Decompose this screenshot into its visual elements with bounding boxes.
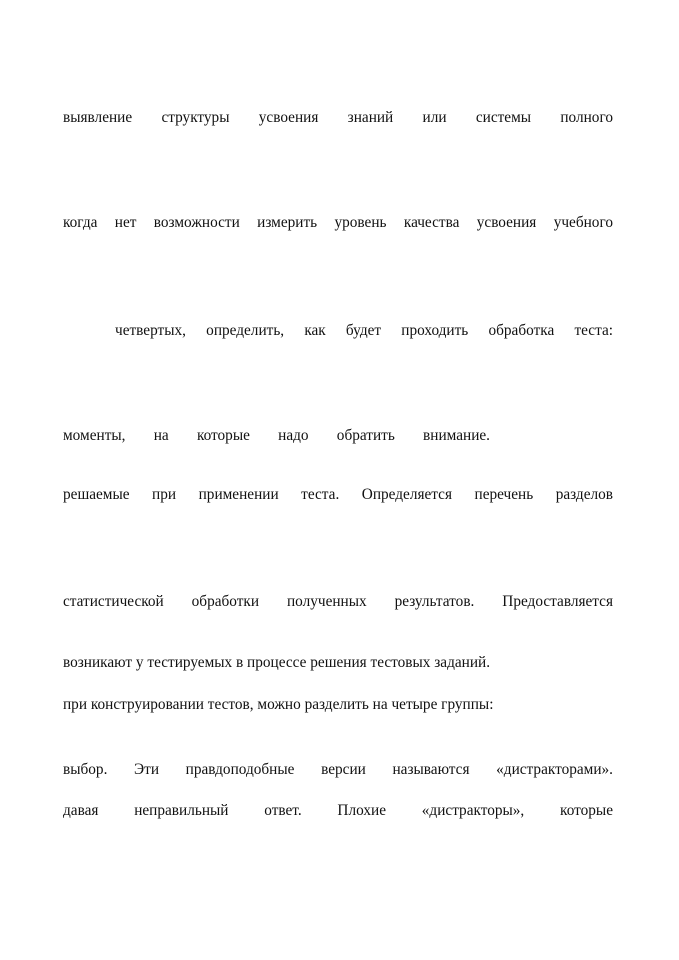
text-line: возникают у тестируемых в процессе решения тестовых заданий. bbox=[63, 654, 491, 671]
text-line: статистической обработки полученных результатов. Предоставляется bbox=[63, 593, 613, 610]
text-line: решаемые при применении теста. Определяется перечень разделов bbox=[63, 486, 613, 503]
text-line: при конструировании тестов, можно разделить на четыре группы: bbox=[63, 696, 494, 713]
text-line: выбор. Эти правдоподобные версии называются «дистракторами». bbox=[63, 761, 613, 778]
text-line: четвертых, определить, как будет проходить обработка теста: bbox=[115, 322, 613, 339]
text-line: моменты, на которые надо обратить внимание. bbox=[63, 427, 490, 444]
text-line: давая неправильный ответ. Плохие «дистракторы», которые bbox=[63, 802, 613, 819]
text-line: когда нет возможности измерить уровень качества усвоения учебного bbox=[63, 214, 613, 231]
text-line: выявление структуры усвоения знаний или системы полного bbox=[63, 109, 613, 126]
